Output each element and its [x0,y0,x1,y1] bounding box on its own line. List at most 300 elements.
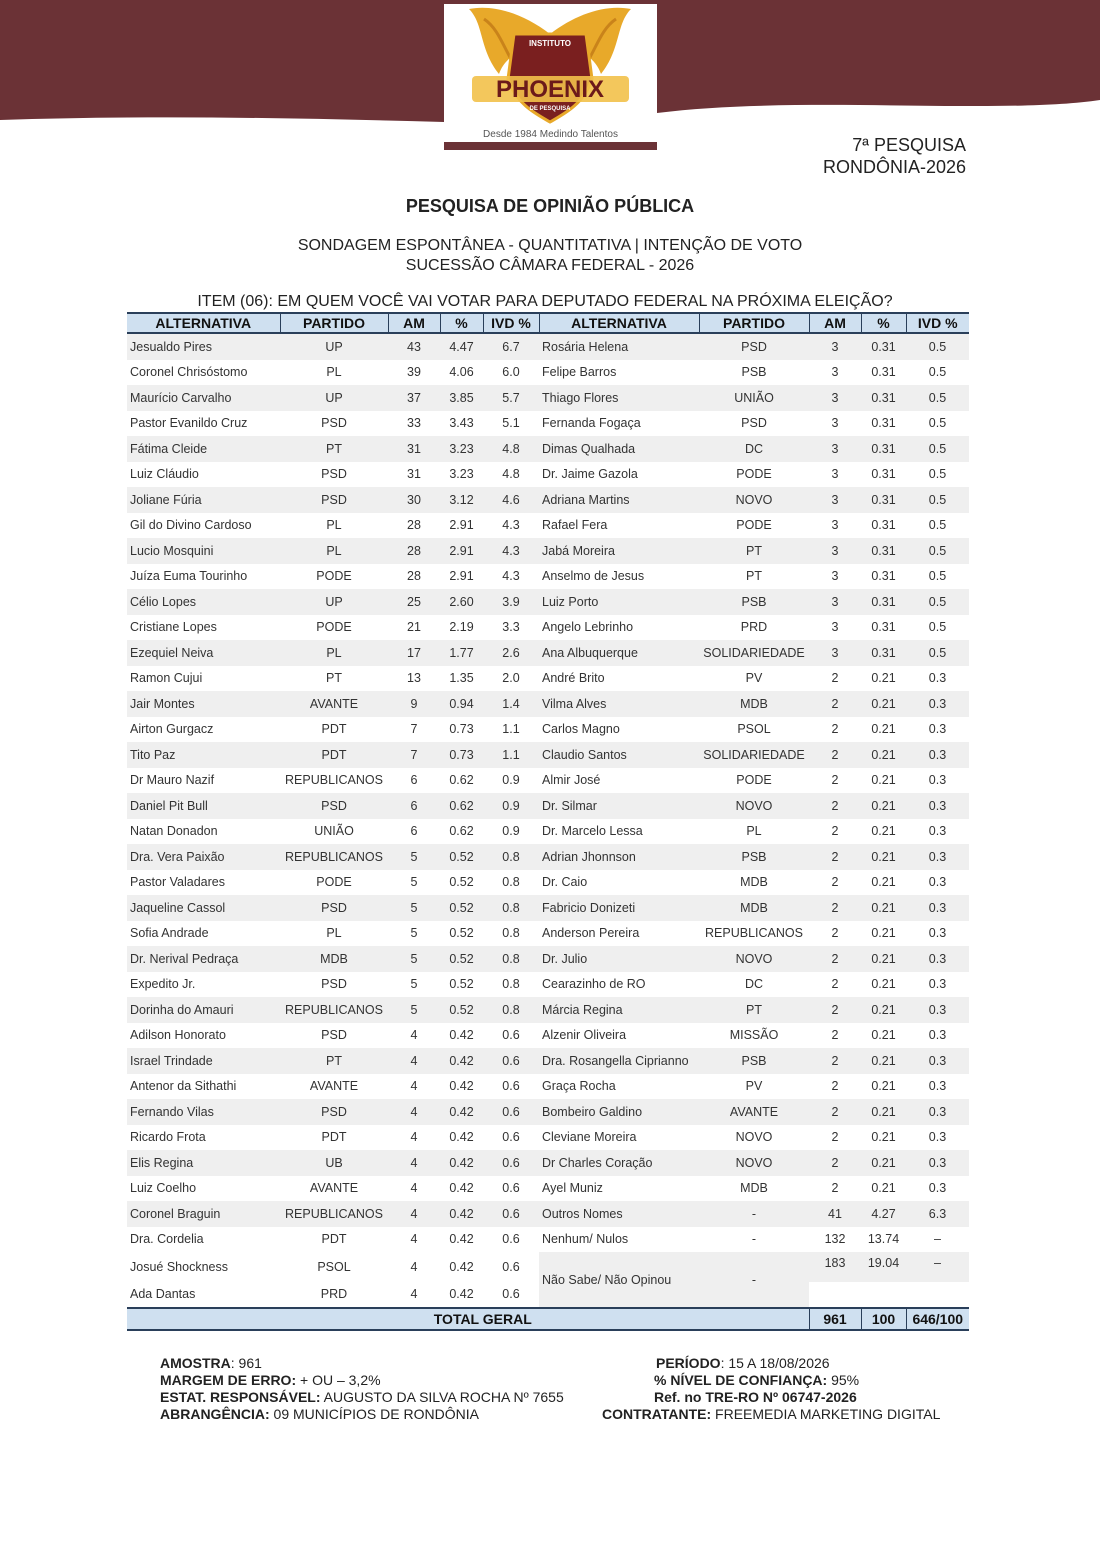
ivd-value: 0.3 [906,844,969,870]
pct-value: 0.21 [861,1048,906,1074]
estat-value: AUGUSTO DA SILVA ROCHA Nº 7655 [320,1389,564,1405]
party: - [699,1252,809,1308]
party: NOVO [699,487,809,513]
candidate-name: Thiago Flores [539,385,699,411]
ivd-value: 0.9 [483,793,539,819]
am-value: 9 [388,691,440,717]
table-row [127,640,969,666]
am-value: 3 [809,589,861,615]
candidate-name: Natan Donadon [130,824,218,839]
am-value: 2 [831,926,839,941]
pct-value: 0.52 [440,895,483,921]
am-value: 43 [388,333,440,360]
table-row [127,1125,969,1151]
ivd-value: 3.9 [483,589,539,615]
logo-sub-text: DE PESQUISA [529,106,571,112]
ivd-value: 6.7 [483,333,539,360]
pct-value: 0.21 [861,793,906,819]
results-table [127,312,969,1331]
pct-value: 0.21 [861,997,906,1023]
table-row [127,844,969,870]
party: MDB [740,875,768,890]
party: PSD [321,416,347,431]
pct-value: 0.31 [861,487,906,513]
periodo-value: : 15 A 18/08/2026 [720,1355,830,1371]
subtitle-2: SUCESSÃO CÂMARA FEDERAL - 2026 [405,257,695,274]
party: REPUBLICANOS [285,773,383,788]
pct-value: 0.31 [871,569,896,584]
candidate-name: Ayel Muniz [542,1181,603,1196]
table-row [127,615,969,641]
table-header [127,313,969,333]
candidate-name: Josué Shockness [130,1259,228,1274]
col-partido: PARTIDO [280,313,388,333]
party: PT [280,436,388,462]
candidate-name: Fabricio Donizeti [539,895,699,921]
pct-value: 4.47 [440,333,483,360]
candidate-name: Angelo Lebrinho [542,620,634,635]
ivd-value: 0.6 [502,1232,520,1247]
phoenix-logo-icon [444,4,657,134]
pct-value: 0.21 [871,875,896,890]
pct-value: 1.77 [440,640,483,666]
candidate-name: Ezequiel Neiva [127,640,280,666]
pct-value: 0.42 [449,1181,474,1196]
margem-label: MARGEM DE ERRO: [160,1372,297,1388]
ivd-value: 5.1 [502,416,520,431]
pct-value: 1.35 [449,671,474,686]
party: PODE [316,620,352,635]
pct-value: 0.42 [449,1079,474,1094]
pct-value: 0.73 [440,742,483,768]
party: PT [280,1048,388,1074]
ivd-value: 0.5 [928,365,947,380]
candidate-name: Célio Lopes [127,589,280,615]
party: PSD [741,416,767,431]
contratante-label: CONTRATANTE: [602,1406,712,1422]
am-value: 3 [831,467,839,482]
am-value: 3 [809,640,861,666]
periodo-label: PERÍODO [656,1355,721,1371]
party: PL [326,518,342,533]
candidate-name: Ada Dantas [130,1287,196,1302]
pct-value: 0.21 [861,946,906,972]
pct-value: 0.52 [449,926,474,941]
party: PL [280,640,388,666]
ivd-value: 2.6 [483,640,539,666]
party: UP [280,589,388,615]
candidate-name: Fernando Vilas [127,1099,280,1125]
ivd-value: 0.3 [928,1181,947,1196]
candidate-name: Luiz Cláudio [130,467,199,482]
am-value: 2 [831,1130,839,1145]
party: PODE [736,518,772,533]
am-value: 4 [388,1048,440,1074]
candidate-name: Dra. Vera Paixão [127,844,280,870]
party: PODE [736,467,772,482]
party: NOVO [699,946,809,972]
table-row [127,1099,969,1125]
candidate-name: André Brito [542,671,605,686]
am-value: 7 [410,722,418,737]
pct-value: 0.31 [861,589,906,615]
am-value: 3 [809,333,861,360]
pct-value: 0.21 [871,926,896,941]
party: MISSÃO [729,1028,779,1043]
candidate-name: Dorinha do Amauri [127,997,280,1023]
ivd-value: 0.3 [906,1048,969,1074]
pct-value: 3.23 [440,436,483,462]
pct-value: 0.21 [871,1028,896,1043]
am-value: 4 [410,1028,418,1043]
am-value: 21 [407,620,421,635]
ivd-value: 0.3 [906,691,969,717]
pct-value: 0.42 [440,1201,483,1227]
ivd-value: 0.8 [483,895,539,921]
am-value: 4 [410,1232,418,1247]
party: SOLIDARIEDADE [699,742,809,768]
party: PT [746,569,762,584]
candidate-name: Anderson Pereira [542,926,640,941]
nivel-label: % NÍVEL DE CONFIANÇA: [654,1372,828,1388]
am-value: 3 [809,538,861,564]
table-row [127,436,969,462]
ivd-value: 0.6 [502,1259,520,1274]
party: AVANTE [309,1079,359,1094]
party: UNIÃO [314,824,354,839]
ivd-value: 0.3 [906,997,969,1023]
pct-value: 0.21 [871,1130,896,1145]
pct-value: 0.21 [861,691,906,717]
candidate-name: Coronel Chrisóstomo [130,365,248,380]
table-row [127,768,969,794]
am-value: 6 [410,824,418,839]
pct-value: 0.52 [449,875,474,890]
candidate-name: Dra. Cordelia [130,1232,204,1247]
candidate-name: Adriana Martins [539,487,699,513]
am-value: 3 [831,416,839,431]
party: PSB [699,589,809,615]
ivd-value: 0.3 [928,1130,947,1145]
ivd-value: 0.3 [906,946,969,972]
candidate-name: Juíza Euma Tourinho [130,569,248,584]
pct-value: 0.31 [871,518,896,533]
pct-value: 0.42 [440,1150,483,1176]
total-label: TOTAL GERAL [127,1308,809,1330]
party: PSD [280,895,388,921]
am-value: 5 [410,926,418,941]
party: MDB [280,946,388,972]
party: UB [280,1150,388,1176]
ivd-value: 0.8 [483,844,539,870]
ivd-value: 0.6 [502,1130,520,1145]
party: NOVO [699,793,809,819]
ivd-value: 0.5 [928,518,947,533]
ivd-value: 0.3 [906,895,969,921]
party: PL [280,538,388,564]
am-value: 3 [831,518,839,533]
table-row [127,895,969,921]
party: PSB [699,844,809,870]
table-row [127,1048,969,1074]
candidate-name: Jaqueline Cassol [127,895,280,921]
party: PSB [699,1048,809,1074]
abrang-value: 09 MUNICÍPIOS DE RONDÔNIA [269,1406,479,1422]
party: MDB [740,1181,768,1196]
candidate-name: Bombeiro Galdino [539,1099,699,1125]
pct-value: 2.91 [440,538,483,564]
am-value: 2 [831,875,839,890]
am-value: 2 [831,671,839,686]
candidate-name: Daniel Pit Bull [127,793,280,819]
nivel-value: 95% [827,1372,860,1388]
am-value: 5 [410,977,418,992]
ivd-value: 0.5 [928,620,947,635]
pct-value: 0.42 [449,1028,474,1043]
pct-value: 0.31 [861,436,906,462]
pct-value: 0.42 [449,1259,474,1274]
ivd-value: 4.8 [483,436,539,462]
am-value: 7 [388,742,440,768]
table-row [127,360,969,386]
pct-value: 0.31 [861,385,906,411]
am-value: 4 [410,1130,418,1145]
candidate-name: Cleviane Moreira [542,1130,637,1145]
candidate-name: Outros Nomes [539,1201,699,1227]
survey-number: 7ª PESQUISA [852,135,966,155]
party: PDT [321,722,347,737]
pct-value: 3.43 [449,416,474,431]
margem-value: + OU – 3,2% [296,1372,381,1388]
candidate-name: Vilma Alves [539,691,699,717]
pct-value: 0.42 [440,1099,483,1125]
pct-value: 0.21 [871,671,896,686]
pct-value: 19.04 [861,1252,906,1282]
am-value: 4 [388,1099,440,1125]
party: - [751,1232,757,1247]
table-row [127,1227,969,1253]
ivd-value: 3.3 [502,620,520,635]
party: PDT [280,742,388,768]
pct-value: 0.21 [861,1099,906,1125]
table-row [127,333,969,360]
am-value: 2 [831,977,839,992]
candidate-name: Graça Rocha [542,1079,616,1094]
party: PSOL [317,1259,351,1274]
estat-label: ESTAT. RESPONSÁVEL: [160,1389,321,1405]
pct-value: 0.52 [449,977,474,992]
ivd-value: 6.0 [502,365,520,380]
am-value: 132 [824,1232,846,1247]
party: AVANTE [699,1099,809,1125]
contratante-value: FREEMEDIA MARKETING DIGITAL [711,1406,941,1422]
ivd-value: 4.6 [483,487,539,513]
am-value: 6 [410,773,418,788]
am-value: 4 [388,1201,440,1227]
ivd-value: 1.1 [483,742,539,768]
candidate-name: Ricardo Frota [130,1130,206,1145]
am-value: 2 [831,1028,839,1043]
candidate-name: Joliane Fúria [127,487,280,513]
ivd-value: 0.3 [928,1028,947,1043]
ivd-value: 0.8 [502,875,520,890]
am-value: 2 [809,742,861,768]
candidate-name: Dr. Marcelo Lessa [542,824,643,839]
survey-id [823,134,966,178]
party: PDT [321,1130,347,1145]
am-value: 41 [809,1201,861,1227]
party: PDT [321,1232,347,1247]
table-row [127,666,969,692]
party: PSD [280,1099,388,1125]
candidate-name: Almir José [542,773,601,788]
am-value: 2 [809,1048,861,1074]
table-row [127,972,969,998]
am-value: 2 [809,997,861,1023]
candidate-name: Luiz Coelho [130,1181,197,1196]
ivd-value: 6.3 [906,1201,969,1227]
col-am: AM [388,313,440,333]
footer-left [160,1355,564,1423]
ivd-value: 0.3 [906,793,969,819]
pct-value: 0.31 [861,640,906,666]
party: UP [280,385,388,411]
am-value: 2 [831,1181,839,1196]
candidate-name: Pastor Valadares [130,875,225,890]
party: REPUBLICANOS [280,1201,388,1227]
ivd-value: 0.6 [483,1099,539,1125]
ivd-value: 0.3 [928,722,947,737]
pct-value: 0.62 [440,793,483,819]
am-value: 37 [388,385,440,411]
party: - [699,1201,809,1227]
table-row [127,1252,969,1282]
candidate-name: Maurício Carvalho [127,385,280,411]
col-am-2: AM [809,313,861,333]
am-value: 5 [410,875,418,890]
candidate-name: Cearazinho de RO [542,977,646,992]
am-value: 4 [410,1079,418,1094]
ivd-value: 1.1 [502,722,520,737]
ivd-value: 0.3 [928,875,947,890]
pct-value: 4.27 [861,1201,906,1227]
candidate-name: Dr. Julio [539,946,699,972]
ivd-value: 0.5 [906,640,969,666]
candidate-name: Dr. Jaime Gazola [542,467,638,482]
ivd-value: 4.3 [483,538,539,564]
pct-value: 0.52 [440,946,483,972]
ivd-value: 0.3 [928,671,947,686]
table-row [127,513,969,539]
table-row [127,1074,969,1100]
party: PSD [321,467,347,482]
ivd-value: 0.5 [906,385,969,411]
party: PSD [280,487,388,513]
ivd-value: 0.6 [502,1079,520,1094]
party: SOLIDARIEDADE [699,640,809,666]
am-value: 2 [809,1099,861,1125]
am-value: 28 [407,569,421,584]
col-pct: % [440,313,483,333]
pct-value: 0.62 [449,773,474,788]
party: PL [326,365,342,380]
am-value: 2 [831,722,839,737]
amostra-label: AMOSTRA [160,1355,231,1371]
party: PT [699,997,809,1023]
candidate-name: Elis Regina [127,1150,280,1176]
ivd-value: 0.3 [928,1079,947,1094]
am-value: 2 [809,691,861,717]
candidate-name: Expedito Jr. [130,977,196,992]
party: PL [746,824,762,839]
am-value: 3 [809,436,861,462]
pct-value: 0.21 [861,844,906,870]
footer-right [602,1355,940,1423]
party: UP [280,333,388,360]
party: PSD [699,333,809,360]
total-am: 961 [809,1308,861,1330]
candidate-name: Dr Mauro Nazif [130,773,215,788]
am-value: 13 [407,671,421,686]
pct-value: 3.23 [449,467,474,482]
party: PODE [736,773,772,788]
candidate-name: Gil do Divino Cardoso [130,518,252,533]
am-value: 5 [388,895,440,921]
ivd-value: 0.6 [483,1150,539,1176]
ivd-value: 4.8 [502,467,520,482]
candidate-name: Ramon Cujui [130,671,203,686]
table-row [127,819,969,845]
ivd-value: 0.8 [483,946,539,972]
party: PSD [280,793,388,819]
total-ivd: 646/100 [906,1308,969,1330]
abrang-label: ABRANGÊNCIA: [160,1406,270,1422]
am-value: 2 [809,895,861,921]
ivd-value: 0.8 [502,926,520,941]
pct-value: 4.06 [449,365,474,380]
candidate-name: Felipe Barros [542,365,617,380]
party: PT [326,671,342,686]
pct-value: 0.31 [871,467,896,482]
am-value: 2 [831,1079,839,1094]
party: PV [745,671,763,686]
party: NOVO [699,1150,809,1176]
candidate-name: Airton Gurgacz [130,722,214,737]
table-row [127,385,969,411]
pct-value: 0.21 [871,824,896,839]
candidate-name: Nenhum/ Nulos [542,1232,629,1247]
table-row [127,997,969,1023]
ref-label: Ref. no TRE-RO Nº 06747-2026 [654,1389,857,1405]
am-value: 2 [831,773,839,788]
pct-value: 0.42 [449,1130,474,1145]
pct-value: 0.31 [871,620,896,635]
ivd-value: 0.8 [483,997,539,1023]
party: MDB [699,895,809,921]
candidate-name: Adrian Jhonnson [539,844,699,870]
candidate-name: Cristiane Lopes [130,620,217,635]
ivd-value: 0.3 [928,824,947,839]
candidate-name: Antenor da Sithathi [130,1079,237,1094]
candidate-name: Dr. Caio [542,875,588,890]
candidate-name: Luiz Porto [539,589,699,615]
page-title: PESQUISA DE OPINIÃO PÚBLICA [405,196,695,216]
pct-value: 0.62 [449,824,474,839]
am-value: 31 [388,436,440,462]
am-value: 2 [809,946,861,972]
ivd-value: 4.3 [502,518,520,533]
candidate-name: Israel Trindade [127,1048,280,1074]
